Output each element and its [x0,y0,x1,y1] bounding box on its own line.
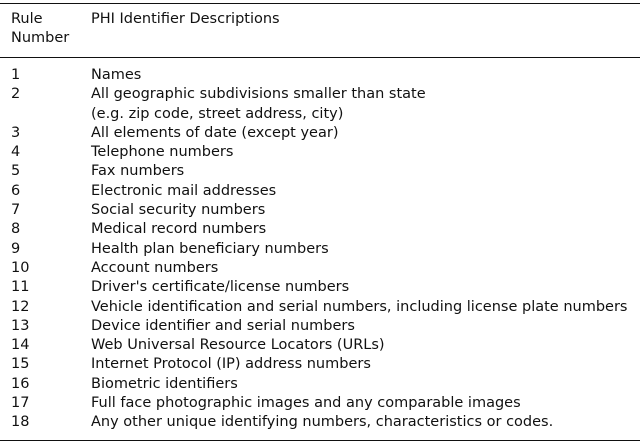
rule-description: Social security numbers [91,202,266,219]
rule-description: Telephone numbers [91,144,234,161]
table-row [0,85,640,124]
table-body [0,66,640,433]
header-rule-number: Rule Number [11,11,70,46]
rule-number: 14 [11,337,30,354]
rule-number: 10 [11,259,30,276]
table-row [0,375,640,394]
rule-description: Names [91,67,142,83]
rule-number: 3 [11,124,21,141]
rule-description: Internet Protocol (IP) address numbers [91,356,371,373]
rule-number: 2 [11,86,21,103]
table-row [0,66,640,85]
table-row [0,220,640,239]
table-header-rule [0,57,640,58]
rule-number: 6 [11,182,21,199]
rule-number: 11 [11,279,30,296]
rule-description: Full face photographic images and any comparable images [91,395,521,412]
rule-number: 12 [11,298,30,315]
table-row [0,143,640,162]
table-row [0,162,640,181]
rule-number: 15 [11,356,30,373]
table-row [0,317,640,336]
rule-number: 7 [11,202,21,219]
table-row [0,124,640,143]
rule-description: Driver's certificate/license numbers [91,279,350,296]
rule-number: 17 [11,395,30,412]
table-row [0,278,640,297]
rule-description: Electronic mail addresses [91,182,277,199]
table-row [0,298,640,317]
rule-description: Medical record numbers [91,221,267,238]
rule-number: 9 [11,240,21,257]
rule-number: 1 [11,67,21,83]
rule-number: 16 [11,375,30,392]
table-row [0,240,640,259]
table-row [0,201,640,220]
table-row [0,259,640,278]
table-row [0,413,640,432]
table-row [0,355,640,374]
table-top-rule [0,3,640,4]
rule-description: All geographic subdivisions smaller than state (e.g. zip code, street address, city) [91,86,426,122]
rule-description: Health plan beneficiary numbers [91,240,329,257]
rule-description: Vehicle identification and serial numbers, including license plate numbers [91,298,628,315]
rule-number: 4 [11,144,21,161]
rule-number: 13 [11,317,30,334]
rule-number: 18 [11,414,30,431]
table-row [0,394,640,413]
rule-description: Account numbers [91,259,219,276]
rule-number: 8 [11,221,21,238]
rule-description: Biometric identifiers [91,375,238,392]
rule-description: Fax numbers [91,163,185,180]
rule-description: Any other unique identifying numbers, characteristics or codes. [91,414,554,431]
rule-description: Web Universal Resource Locators (URLs) [91,337,385,354]
rule-number: 5 [11,163,21,180]
table-bottom-rule [0,440,640,441]
table-row [0,336,640,355]
rule-description: All elements of date (except year) [91,124,339,141]
header-description: PHI Identifier Descriptions [91,11,280,27]
table-row [0,182,640,201]
rule-description: Device identifier and serial numbers [91,317,355,334]
